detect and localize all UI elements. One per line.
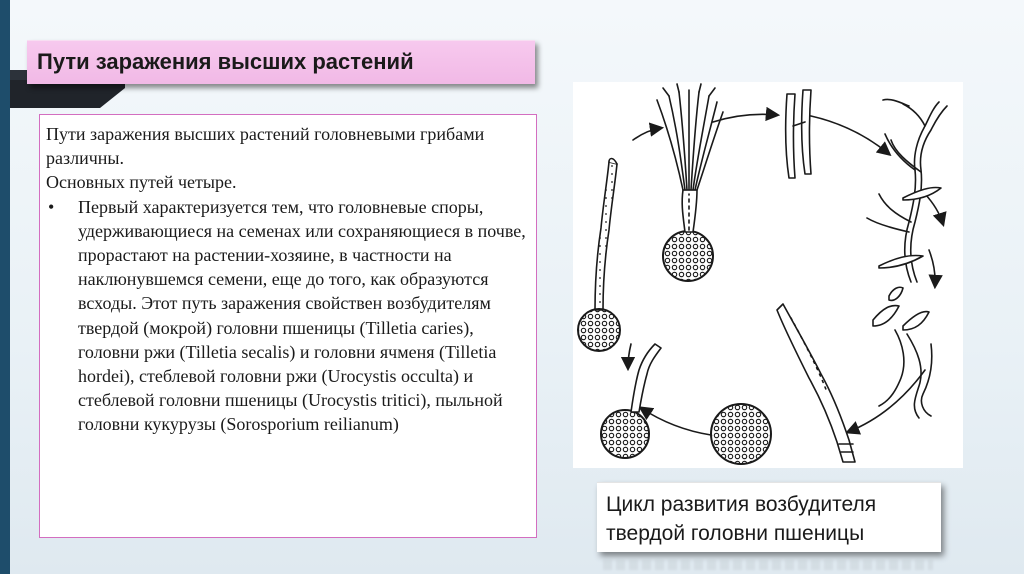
faded-reflection-decoration [603,560,933,570]
body-paragraph-intro: Пути заражения высших растений головневыми грибами различны. [46,124,485,169]
figure-caption [597,482,941,552]
bullet-item-first-path [46,195,530,437]
smut-life-cycle-illustration [573,82,963,468]
slide-title: Пути заражения высших растений [37,49,414,74]
bullet-marker: • [48,196,55,217]
body-text-box [39,114,537,538]
body-paragraph-count: Основных путей четыре. [46,172,237,193]
bullet-text: Первый характеризуется тем, что головневые споры, удерживающиеся на семенах или сохраняющиеся в почве, прорастают на растении-хозяине, в частности на наклюнувшемся семени, еще до того, как образуются всходы. Этот путь заражения свойствен возбудителям твердой (мокрой) головни пшеницы (Tilletia caries), головни ржи (Tilletia secalis) и головни ячменя (Tilletia hordei), стеблевой головни ржи (Urocystis occulta) и стеблевой головни пшеницы (Urocystis tritici), пыльной головни кукурузы (Sorosporium reilianum) [78,196,526,435]
slide-title-plate [27,40,535,84]
figure-caption-line1: Цикл развития возбудителя [606,493,877,516]
figure-caption-line2: твердой головни пшеницы [606,522,865,545]
